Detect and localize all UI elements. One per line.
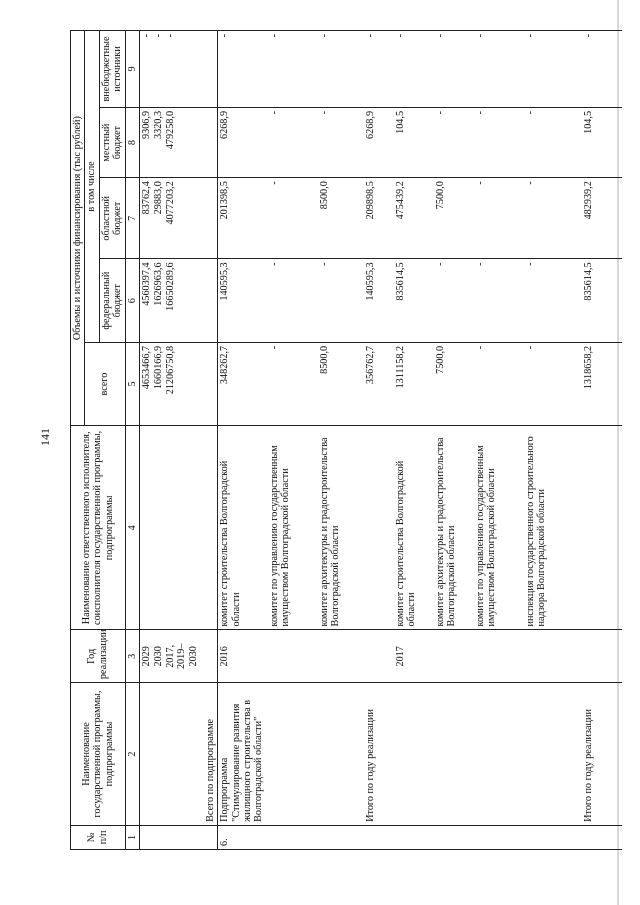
row-executor — [140, 426, 218, 630]
row-federal: - — [474, 259, 524, 342]
row-local: 9306,9 3320,3 479258,0 — [140, 107, 218, 177]
row-no — [268, 825, 318, 849]
rotated-table-container — [70, 30, 594, 850]
row-no: 6. — [218, 825, 268, 849]
row-executor: комитет по управлению государственным имуществом Волгоградской области — [268, 426, 318, 630]
row-extra: - — [268, 31, 318, 108]
row-name — [524, 683, 582, 826]
col-number-4: 4 — [125, 426, 139, 630]
row-federal: 4560397,4 1626963,6 16650289,6 — [140, 259, 218, 342]
col-number-5: 5 — [125, 342, 139, 425]
table-row — [582, 31, 622, 850]
col-number-3: 3 — [125, 630, 139, 683]
row-local: 6268,9 — [218, 107, 268, 177]
col-number-1: 1 — [125, 825, 139, 849]
row-year — [364, 630, 394, 683]
row-regional: 482939,2 — [582, 178, 622, 259]
row-no — [364, 825, 394, 849]
row-federal: - — [318, 259, 364, 342]
row-local: - — [318, 107, 364, 177]
row-local: 6268,9 — [364, 107, 394, 177]
row-regional: - — [268, 178, 318, 259]
row-year: 2016 — [218, 630, 268, 683]
row-extra: - — [524, 31, 582, 108]
header-extra: внебюджетные источники — [99, 31, 125, 108]
row-total: 1318658,2 — [582, 342, 622, 425]
row-extra: - — [394, 31, 434, 108]
row-regional: 83762,4 29883,0 4077203,2 — [140, 178, 218, 259]
table-row — [524, 31, 582, 850]
table-row — [474, 31, 524, 850]
header-total: всего — [85, 342, 125, 425]
row-regional: - — [474, 178, 524, 259]
row-extra: - - - — [140, 31, 218, 108]
row-name: Итого по году реализации — [582, 683, 622, 826]
row-regional: 8500,0 — [318, 178, 364, 259]
row-total: 8500,0 — [318, 342, 364, 425]
row-total: 356762,7 — [364, 342, 394, 425]
row-years: 2029 2030 2017, 2019–2030 — [140, 630, 218, 683]
row-local: - — [524, 107, 582, 177]
row-federal: - — [524, 259, 582, 342]
row-federal: 835614,5 — [582, 259, 622, 342]
row-federal: 140595,3 — [364, 259, 394, 342]
header-local: местный бюджет — [99, 107, 125, 177]
header-year: Год реализации — [71, 630, 126, 683]
row-local: 104,5 — [582, 107, 622, 177]
row-name: Итого по году реализации — [364, 683, 394, 826]
row-executor — [582, 426, 622, 630]
row-year — [434, 630, 474, 683]
col-number-7: 7 — [125, 178, 139, 259]
table-row — [394, 31, 434, 850]
row-executor — [364, 426, 394, 630]
row-year: 2017 — [394, 630, 434, 683]
row-no — [474, 825, 524, 849]
row-local: 104,5 — [394, 107, 434, 177]
row-federal: - — [434, 259, 474, 342]
row-total: 348262,7 — [218, 342, 268, 425]
header-no: № п/п — [71, 825, 126, 849]
col-number-9: 9 — [125, 31, 139, 108]
table-row — [218, 31, 268, 850]
row-executor: комитет по управлению государственным имуществом Волгоградской области — [474, 426, 524, 630]
row-local: - — [268, 107, 318, 177]
row-year — [524, 630, 582, 683]
table-row — [140, 31, 218, 850]
row-regional: 209898,5 — [364, 178, 394, 259]
row-executor: комитет строительства Волгоградской области — [218, 426, 268, 630]
row-no — [524, 825, 582, 849]
row-no — [394, 825, 434, 849]
header-executor: Наименование ответственного исполнителя, соисполнителя государственной программы, подпрограммы — [71, 426, 126, 630]
row-federal: 140595,3 — [218, 259, 268, 342]
col-number-6: 6 — [125, 259, 139, 342]
row-extra: - — [364, 31, 394, 108]
row-no — [434, 825, 474, 849]
row-no — [140, 825, 218, 849]
row-total: - — [268, 342, 318, 425]
row-extra: - — [218, 31, 268, 108]
row-name: Всего по подпрограмме — [140, 683, 218, 826]
header-regional: областной бюджет — [99, 178, 125, 259]
row-name — [474, 683, 524, 826]
funding-table — [70, 30, 622, 850]
row-total: 1311158,2 — [394, 342, 434, 425]
header-including: в том числе — [85, 31, 99, 343]
row-regional: - — [524, 178, 582, 259]
row-year — [268, 630, 318, 683]
row-name — [394, 683, 434, 826]
row-extra: - — [474, 31, 524, 108]
row-extra: - — [434, 31, 474, 108]
table-row — [434, 31, 474, 850]
page-number: 141 — [38, 428, 52, 446]
row-executor: инспекция государственного строительного надзора Волгоградской области — [524, 426, 582, 630]
row-name: Подпрограмма "Стимулирование развития жилищного строительства в Волгоградской области" — [218, 683, 364, 826]
row-no — [582, 825, 622, 849]
row-regional: 475439,2 — [394, 178, 434, 259]
row-federal: - — [268, 259, 318, 342]
row-total: 4653466,7 1660166,9 21206750,8 — [140, 342, 218, 425]
row-total: - — [474, 342, 524, 425]
row-local: - — [434, 107, 474, 177]
col-number-2: 2 — [125, 683, 139, 826]
row-year — [318, 630, 364, 683]
row-year — [582, 630, 622, 683]
row-total: 7500,0 — [434, 342, 474, 425]
table-row — [364, 31, 394, 850]
row-executor: комитет архитектуры и градостроительства Волгоградской области — [434, 426, 474, 630]
row-federal: 835614,5 — [394, 259, 434, 342]
row-regional: 201398,5 — [218, 178, 268, 259]
row-total: - — [524, 342, 582, 425]
header-funding: Объемы и источники финансирования (тыс рублей) — [71, 31, 85, 426]
row-local: - — [474, 107, 524, 177]
row-year — [474, 630, 524, 683]
row-extra: - — [318, 31, 364, 108]
header-federal: федеральный бюджет — [99, 259, 125, 342]
header-name: Наименование государственной программы, подпрограммы — [71, 683, 126, 826]
row-name — [434, 683, 474, 826]
row-executor: комитет архитектуры и градостроительства Волгоградской области — [318, 426, 364, 630]
row-executor: комитет строительства Волгоградской области — [394, 426, 434, 630]
row-extra: - — [582, 31, 622, 108]
col-number-8: 8 — [125, 107, 139, 177]
row-no — [318, 825, 364, 849]
row-regional: 7500,0 — [434, 178, 474, 259]
